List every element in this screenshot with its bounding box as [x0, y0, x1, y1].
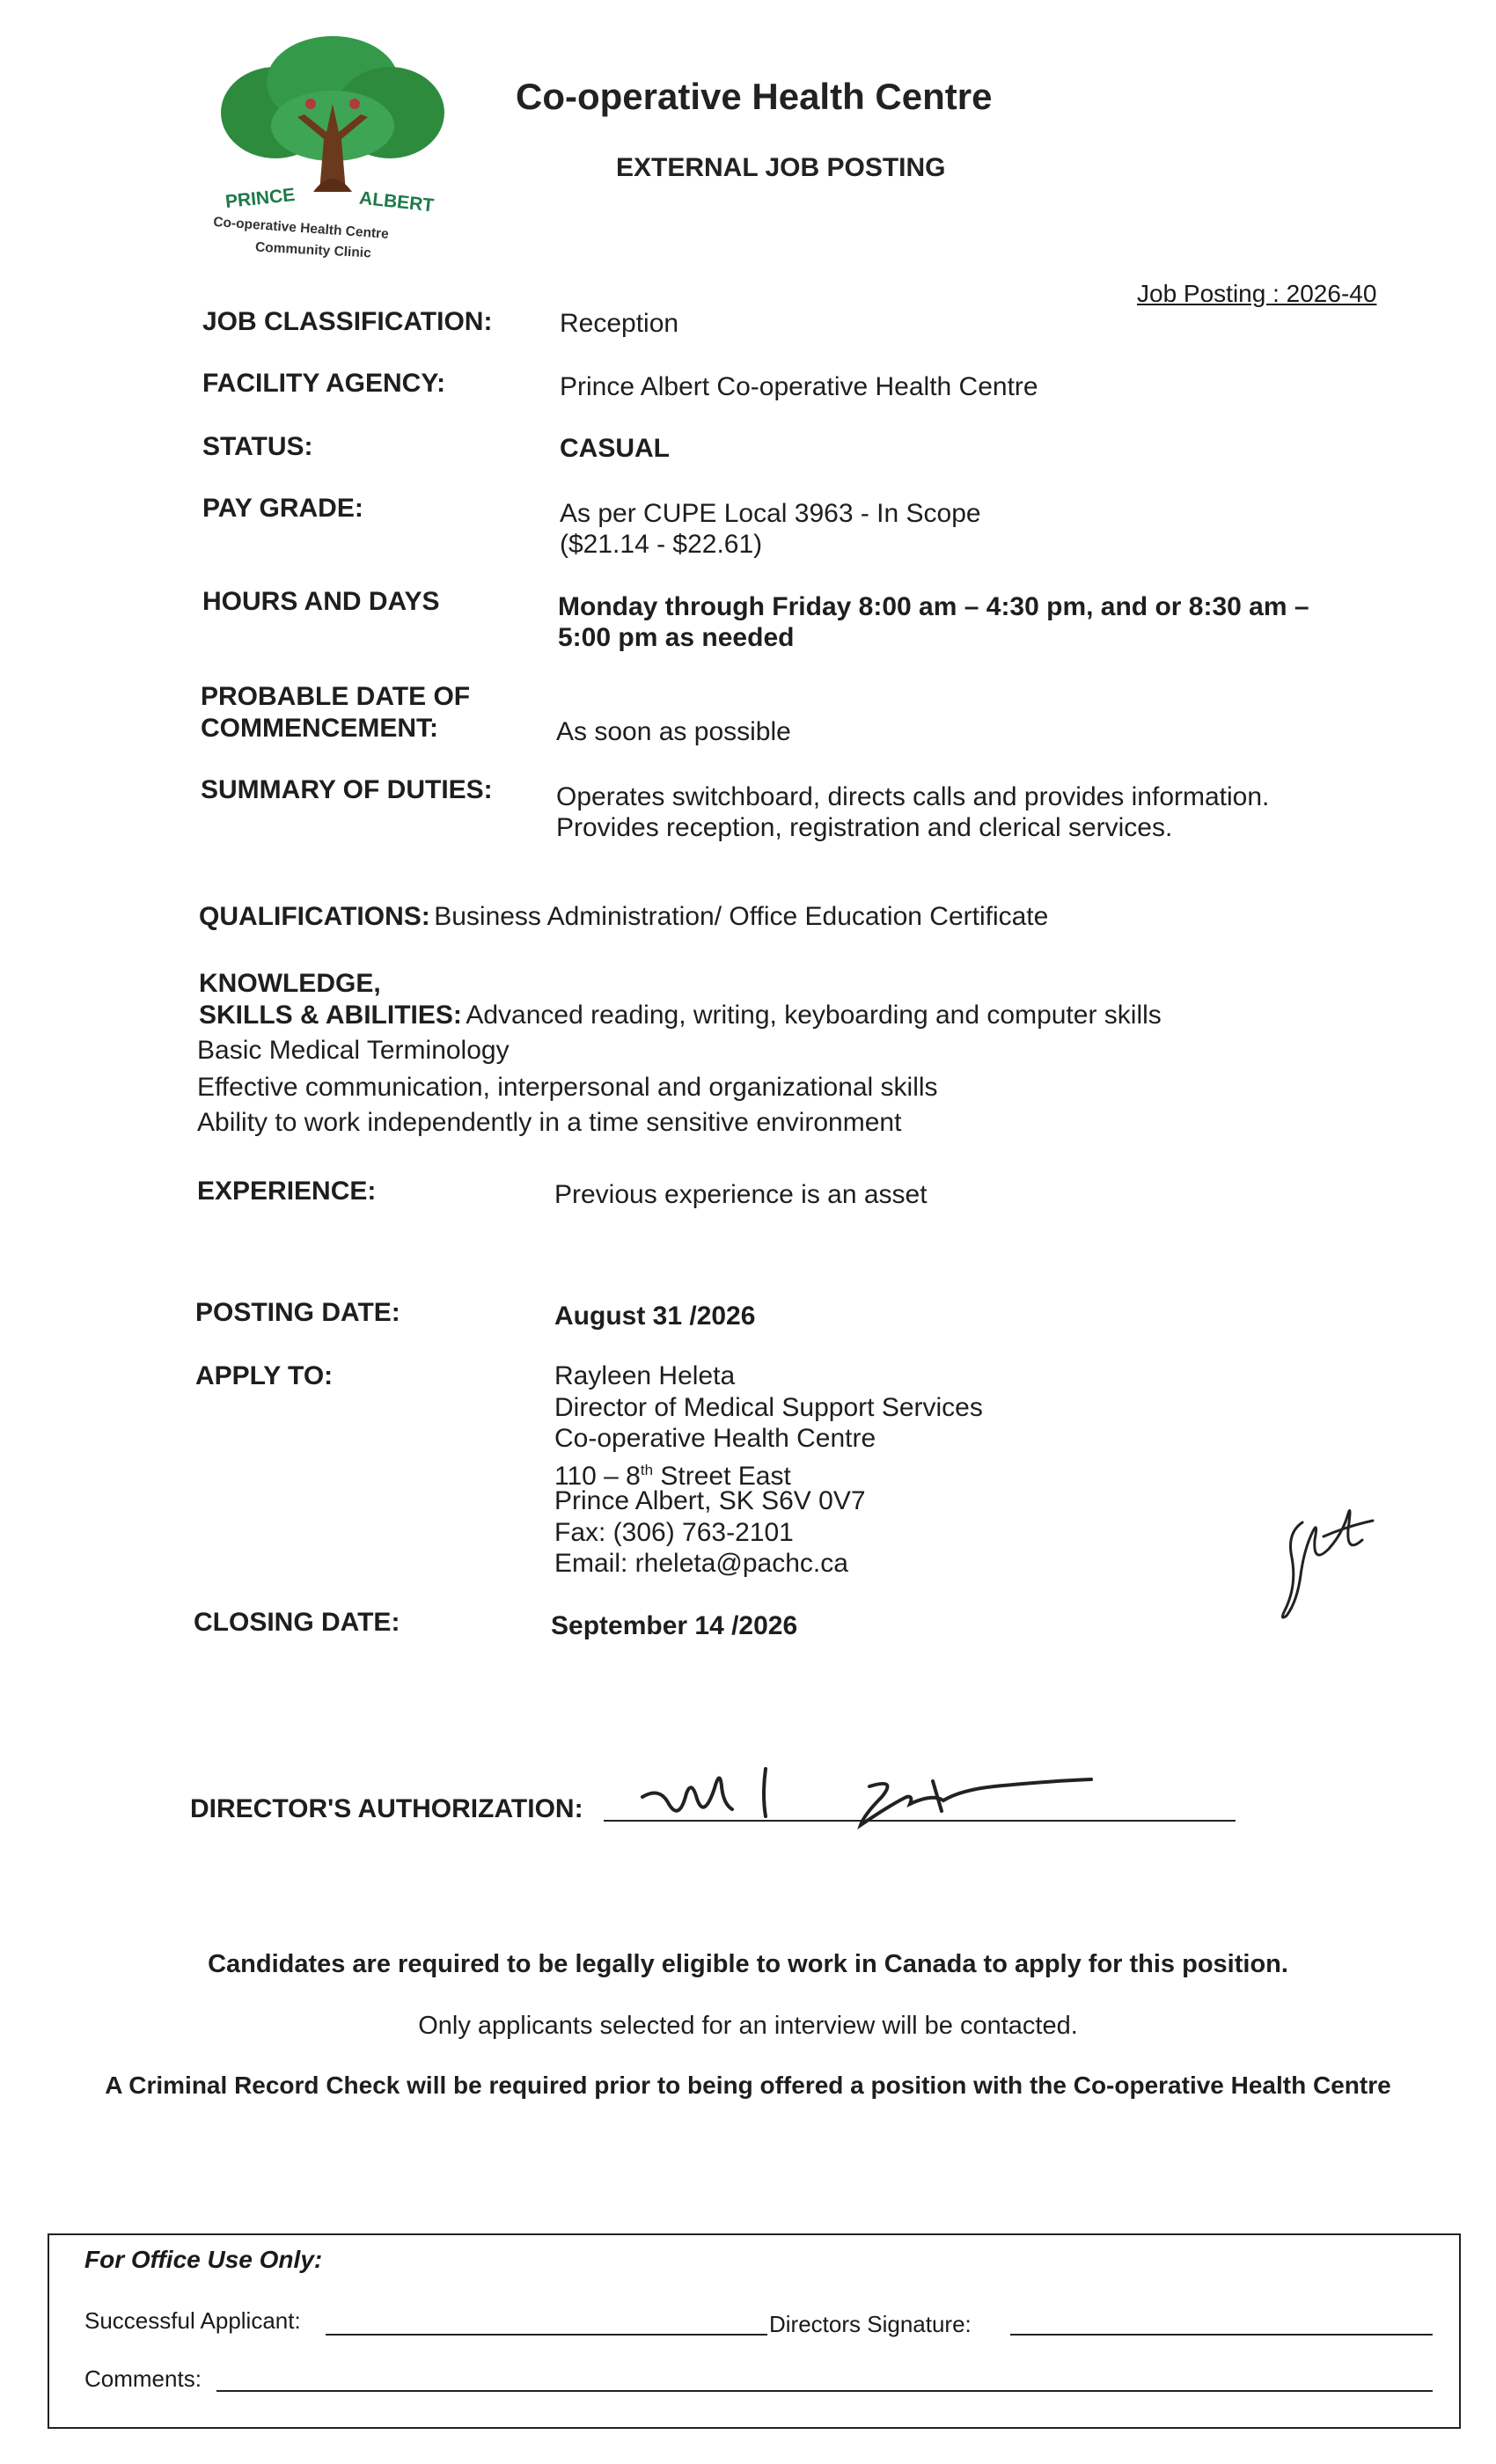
duties-label: SUMMARY OF DUTIES:	[201, 775, 493, 804]
commencement-label-line-1: PROBABLE DATE OF	[201, 682, 471, 711]
hours-label: HOURS AND DAYS	[202, 587, 440, 616]
pay-grade-line-2: ($21.14 - $22.61)	[560, 530, 763, 559]
comments-line[interactable]	[216, 2390, 1433, 2392]
ksa-line-1: Advanced reading, writing, keyboarding and computer skills	[466, 1001, 1162, 1030]
duties-line-1: Operates switchboard, directs calls and provides information.	[556, 782, 1270, 811]
org-title: Co-operative Health Centre	[516, 76, 993, 117]
posting-date-label: POSTING DATE:	[195, 1298, 400, 1327]
status-label: STATUS:	[202, 432, 313, 461]
apply-title: Director of Medical Support Services	[554, 1393, 983, 1422]
apply-fax: Fax: (306) 763-2101	[554, 1518, 794, 1547]
director-authorization-label: DIRECTOR'S AUTHORIZATION:	[190, 1794, 583, 1823]
hours-line-1: Monday through Friday 8:00 am – 4:30 pm, and or 8:30 am –	[558, 592, 1309, 621]
office-use-title: For Office Use Only:	[84, 2246, 323, 2273]
facility-value: Prince Albert Co-operative Health Centre	[560, 372, 1038, 401]
director-signature	[634, 1742, 1109, 1839]
job-classification-label: JOB CLASSIFICATION:	[202, 307, 493, 336]
posting-number: Job Posting : 2026-40	[1137, 280, 1377, 307]
ksa-label-line-2: SKILLS & ABILITIES:	[199, 1001, 462, 1030]
apply-street-name: Street East	[653, 1462, 791, 1491]
posting-type: EXTERNAL JOB POSTING	[616, 153, 946, 182]
eligibility-notice: Candidates are required to be legally eligible to work in Canada to apply for this position.	[208, 1950, 1288, 1978]
qualifications-value: Business Administration/ Office Education Certificate	[434, 902, 1049, 931]
successful-applicant-label: Successful Applicant:	[84, 2307, 301, 2334]
directors-signature-line[interactable]	[1010, 2334, 1433, 2336]
hours-line-2: 5:00 pm as needed	[558, 623, 795, 652]
apply-name: Rayleen Heleta	[554, 1361, 736, 1390]
facility-label: FACILITY AGENCY:	[202, 369, 446, 398]
ksa-label-line-1: KNOWLEDGE,	[199, 969, 381, 998]
ksa-line-2: Basic Medical Terminology	[197, 1036, 510, 1065]
closing-date-value: September 14 /2026	[551, 1611, 798, 1640]
qualifications-label: QUALIFICATIONS:	[199, 902, 430, 931]
logo-city-right: ALBERT	[358, 187, 436, 216]
logo-city-left: PRINCE	[224, 184, 297, 213]
commencement-label-line-2: COMMENCEMENT:	[201, 714, 438, 743]
successful-applicant-line[interactable]	[326, 2334, 767, 2336]
apply-email: Email: rheleta@pachc.ca	[554, 1549, 848, 1578]
commencement-value: As soon as possible	[556, 717, 791, 746]
pay-grade-line-1: As per CUPE Local 3963 - In Scope	[560, 499, 981, 528]
job-classification-value: Reception	[560, 309, 679, 338]
logo-line-1: Co-operative Health Centre	[212, 214, 390, 242]
office-use-box	[48, 2233, 1461, 2429]
logo-line-2: Community Clinic	[254, 239, 372, 261]
duties-line-2: Provides reception, registration and clerical services.	[556, 813, 1173, 842]
apply-org: Co-operative Health Centre	[554, 1424, 876, 1453]
pay-grade-label: PAY GRADE:	[202, 494, 363, 523]
apply-street-suffix: th	[640, 1462, 654, 1478]
status-value: CASUAL	[560, 434, 670, 463]
clinic-logo	[201, 33, 465, 271]
contact-notice: Only applicants selected for an interview will be contacted.	[418, 2012, 1078, 2040]
experience-value: Previous experience is an asset	[554, 1180, 928, 1209]
qualifications-row	[199, 901, 1048, 933]
comments-label: Comments:	[84, 2365, 202, 2392]
closing-date-label: CLOSING DATE:	[194, 1608, 400, 1637]
experience-label: EXPERIENCE:	[197, 1177, 377, 1206]
directors-signature-label: Directors Signature:	[769, 2311, 972, 2337]
apply-street-number: 110 – 8	[554, 1462, 641, 1491]
ksa-row	[199, 1000, 1162, 1031]
ksa-line-3: Effective communication, interpersonal and organizational skills	[197, 1073, 938, 1102]
tree-logo-icon	[201, 33, 465, 192]
initials-signature	[1267, 1487, 1382, 1628]
ksa-line-4: Ability to work independently in a time sensitive environment	[197, 1108, 902, 1137]
posting-date-value: August 31 /2026	[554, 1302, 756, 1331]
criminal-check-notice: A Criminal Record Check will be required prior to being offered a position with the Co-operative Health Centre	[105, 2072, 1391, 2099]
apply-city: Prince Albert, SK S6V 0V7	[554, 1486, 866, 1515]
apply-to-label: APPLY TO:	[195, 1361, 334, 1390]
